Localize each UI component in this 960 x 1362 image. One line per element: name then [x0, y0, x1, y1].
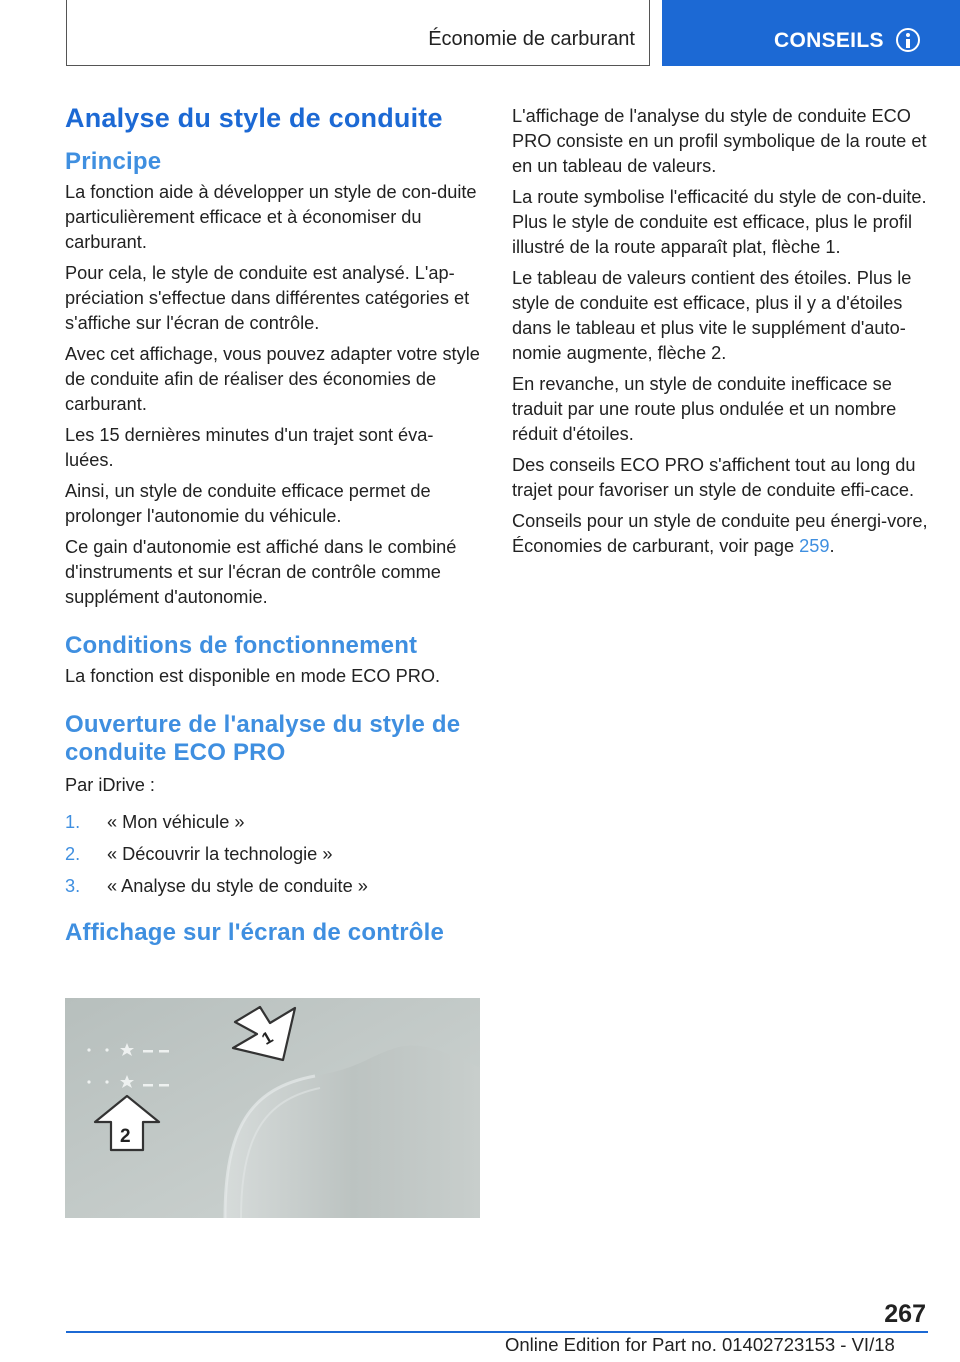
- paragraph: L'affichage de l'analyse du style de conduite ECO PRO consiste en un profil symbolique de la route et en un tableau de valeurs.: [512, 106, 927, 176]
- header-section-box: [66, 0, 650, 66]
- paragraph: Les 15 dernières minutes d'un trajet sont éva-luées.: [65, 425, 434, 470]
- paragraph: La fonction est disponible en mode ECO PRO.: [65, 666, 441, 686]
- step-number: 1.: [65, 812, 81, 832]
- header-chapter-tab[interactable]: [662, 0, 960, 66]
- list-item: [65, 810, 481, 835]
- paragraph: La route symbolise l'efficacité du style de con-duite. Plus le style de conduite est efficace, plus le profil illustré de la route apparaît plat, flèche 1.: [512, 187, 927, 257]
- paragraph: Ce gain d'autonomie est affiché dans le combiné d'instruments et sur l'écran de contrôle comme supplément d'autonomie.: [65, 537, 457, 607]
- link-intro: Conseils pour un style de conduite peu énergi-vore, Économies de carburant, voir page: [512, 511, 928, 556]
- eco-pro-illustration: [65, 998, 480, 1218]
- info-icon: [896, 28, 920, 52]
- list-item: [65, 842, 481, 867]
- paragraph: En revanche, un style de conduite inefficace se traduit par une route plus ondulée et un nombre réduit d'étoiles.: [512, 374, 897, 444]
- heading-affichage: Affichage sur l'écran de contrôle: [65, 919, 445, 946]
- paragraph: Par iDrive :: [65, 775, 155, 795]
- page-link[interactable]: 259: [799, 536, 830, 556]
- page-number: 267: [884, 1300, 926, 1328]
- arrow-2-label: 2: [120, 1126, 131, 1147]
- header-chapter-label: CONSEILS: [774, 29, 884, 52]
- arrow-1-label: 1: [258, 1027, 277, 1049]
- paragraph-with-link: [512, 509, 930, 559]
- paragraph: Des conseils ECO PRO s'affichent tout au long du trajet pour favoriser un style de conduite effi-cace.: [512, 455, 916, 500]
- list-item: [65, 874, 481, 899]
- footer-edition: Online Edition for Part no. 01402723153 - VI/18: [505, 1334, 895, 1355]
- step-number: 3.: [65, 876, 81, 896]
- paragraph: Avec cet affichage, vous pouvez adapter votre style de conduite afin de réaliser des économies de carburant.: [65, 344, 480, 414]
- header-section-title: Économie de carburant: [428, 28, 635, 50]
- paragraph: Pour cela, le style de conduite est analysé. L'ap-préciation s'effectue dans différentes catégories et s'affiche sur l'écran de contrôle.: [65, 263, 470, 333]
- step-number: 2.: [65, 844, 81, 864]
- heading-ouverture: Ouverture de l'analyse du style de conduite ECO PRO: [65, 711, 461, 766]
- link-end: .: [829, 536, 835, 556]
- paragraph: La fonction aide à développer un style de con-duite particulièrement efficace et à économiser du carburant.: [65, 182, 477, 252]
- eco-pro-display-figure: [65, 998, 480, 1218]
- paragraph: Le tableau de valeurs contient des étoiles. Plus le style de conduite est efficace, plus il y a d'étoiles dans le tableau et plus vite le supplément d'auto-nomie augmente, flèche 2.: [512, 268, 912, 363]
- paragraph: Ainsi, un style de conduite efficace permet de prolonger l'autonomie du véhicule.: [65, 481, 431, 526]
- page-title: Analyse du style de conduite: [65, 103, 443, 133]
- heading-conditions: Conditions de fonctionnement: [65, 632, 418, 659]
- steps-list: [65, 810, 481, 899]
- step-text: « Découvrir la technologie »: [107, 844, 333, 864]
- heading-principe: Principe: [65, 148, 162, 175]
- step-text: « Analyse du style de conduite »: [107, 876, 368, 896]
- footer-divider: [66, 1331, 928, 1333]
- left-column: [65, 100, 481, 947]
- step-text: « Mon véhicule »: [107, 812, 245, 832]
- right-column: [512, 104, 930, 565]
